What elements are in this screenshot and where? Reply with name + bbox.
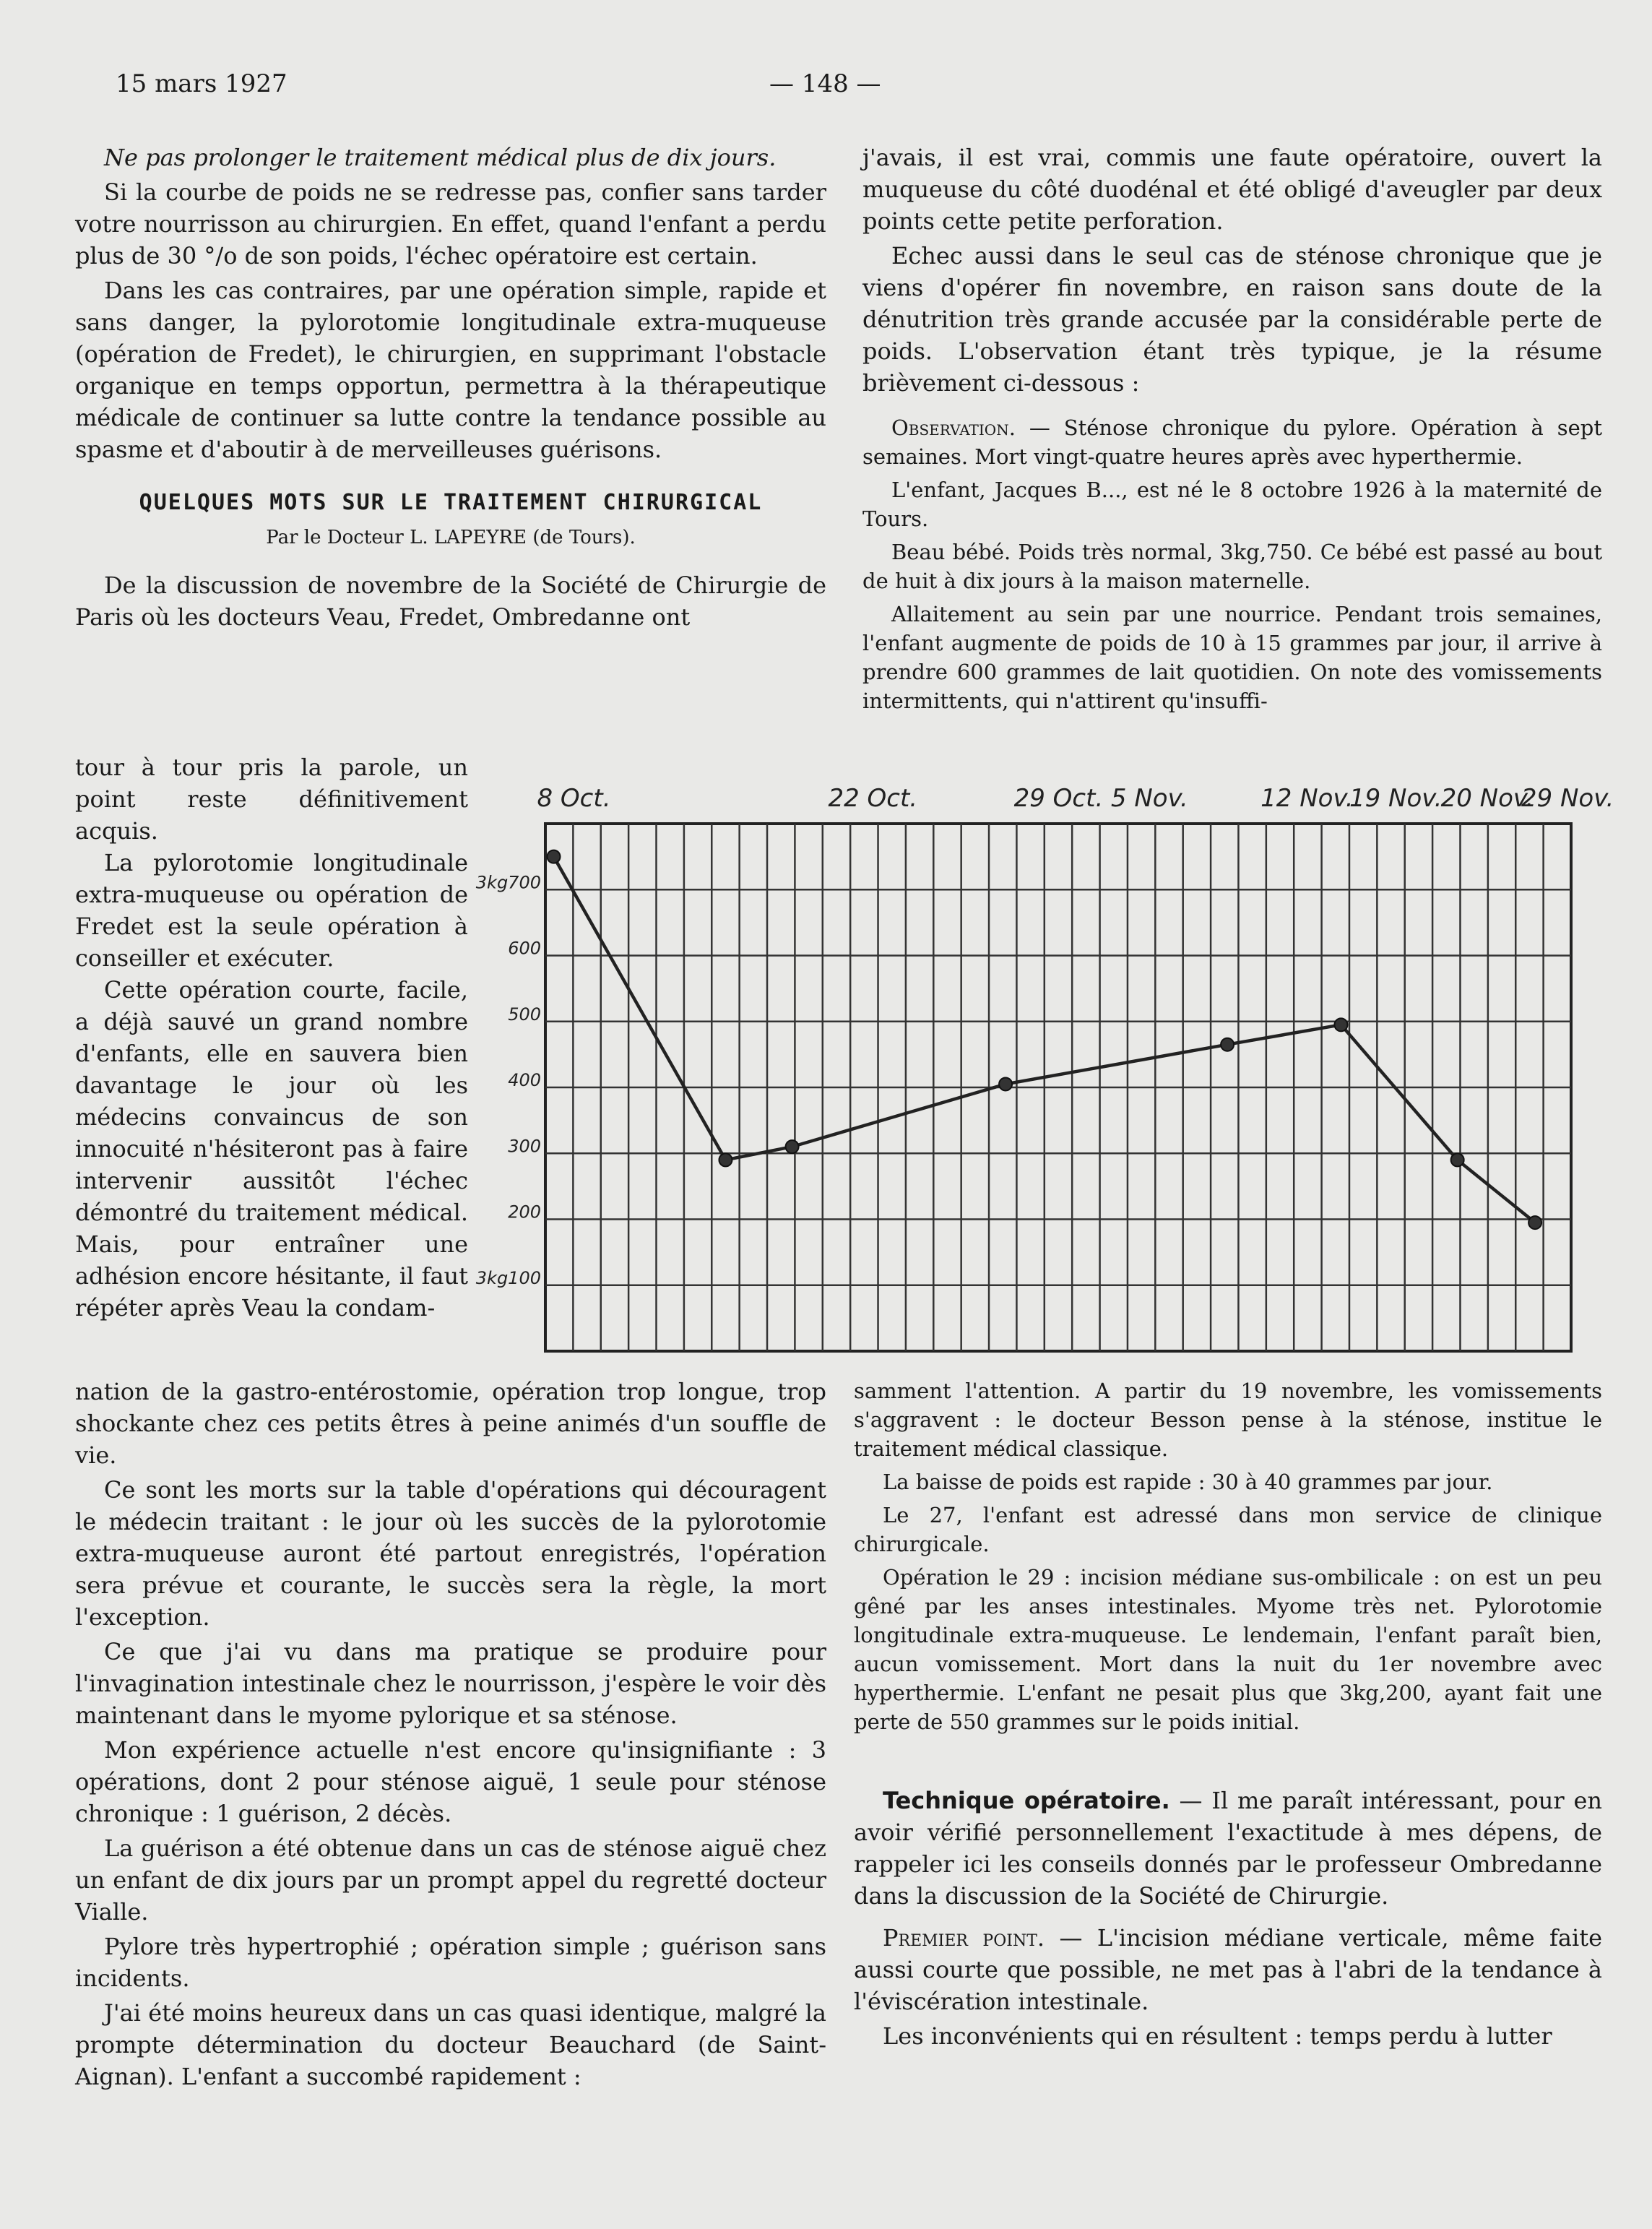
paragraph: Allaitement au sein par une nourrice. Pendant trois semaines, l'enfant augmente de poids de 10 à 15 grammes par jour, il arrive à prendre 600 grammes de lait quotidien. On note des vomissements intermittents, qui n'attirent qu'insuffi- [862, 602, 1602, 713]
data-point [548, 850, 561, 863]
paragraph: De la discussion de novembre de la Société de Chirurgie de Paris où les docteurs Veau, Fredet, Ombredanne ont [75, 572, 826, 631]
paragraph: La baisse de poids est rapide : 30 à 40 grammes par jour. [883, 1470, 1493, 1494]
paragraph: nation de la gastro-entérostomie, opération trop longue, trop shockante chez ces petits êtres à peine animés d'un souffle de vie. [75, 1378, 826, 1469]
paragraph: Beau bébé. Poids très normal, 3kg,750. Ce bébé est passé au bout de huit à dix jours à la maison maternelle. [862, 540, 1602, 593]
y-tick-label: 600 [508, 938, 541, 959]
paragraph: samment l'attention. A partir du 19 novembre, les vomissements s'aggravent : le docteur Besson pense à la sténose, institue le traitement médical classique. [854, 1379, 1602, 1461]
x-tick-label: 22 Oct. [828, 784, 918, 813]
right-column-top [862, 142, 1602, 720]
header-date: 15 mars 1927 [116, 69, 287, 98]
x-tick-label: 29 Nov. [1521, 784, 1614, 813]
left-wrapped-text [75, 751, 468, 1324]
x-tick-label: 29 Oct. [1013, 784, 1104, 813]
section-byline: Par le Docteur L. LAPEYRE (de Tours). [266, 527, 636, 548]
y-tick-label: 3kg700 [475, 872, 541, 893]
paragraph: Les inconvénients qui en résultent : temps perdu à lutter [883, 2022, 1552, 2050]
y-tick-label: 3kg100 [475, 1267, 541, 1288]
y-tick-label: 200 [508, 1202, 541, 1223]
data-point [1451, 1153, 1464, 1166]
x-tick-label: 19 Nov. [1349, 784, 1443, 813]
x-tick-label: 8 Oct. [537, 784, 611, 813]
data-point [1334, 1018, 1347, 1031]
data-point [786, 1140, 799, 1153]
y-tick-label: 500 [508, 1004, 541, 1025]
paragraph: Si la courbe de poids ne se redresse pas, confier sans tarder votre nourrisson au chirurgien. En effet, quand l'enfant a perdu plus de 30 °/o de son poids, l'échec opératoire est certain. [75, 178, 826, 270]
paragraph: Le 27, l'enfant est adressé dans mon service de clinique chirurgicale. [854, 1503, 1602, 1556]
technique-text: — Il me paraît intéressant, pour en avoir vérifié personnellement l'exactitude à mes dépens, de rappeler ici les conseils donnés par le professeur Ombredanne dans la discussion de la Société de Chirurgie. [854, 1787, 1603, 1910]
data-point [719, 1153, 732, 1166]
paragraph: Mon expérience actuelle n'est encore qu'insignifiante : 3 opérations, dont 2 pour sténose aiguë, 1 seule pour sténose chronique : 1 guérison, 2 décès. [75, 1736, 826, 1827]
data-point [1221, 1038, 1234, 1051]
point-label: Premier point. [883, 1924, 1045, 1952]
right-column-bottom [854, 1376, 1602, 1741]
data-point [1528, 1216, 1541, 1229]
paragraph: Ce que j'ai vu dans ma pratique se produire pour l'invagination intestinale chez le nourrisson, j'espère le voir dès maintenant dans le myome pylorique et sa sténose. [75, 1638, 826, 1729]
x-tick-label: 20 Nov. [1440, 784, 1534, 813]
weight-curve-svg [473, 766, 1614, 1358]
paragraph: Ce sont les morts sur la table d'opérations qui découragent le médecin traitant : le jour où les succès de la pylorotomie extra-muqueuse auront été partout enregistrés, l'opération sera prévue et courante, le succès sera la règle, la mort l'exception. [75, 1476, 826, 1631]
paragraph: Cette opération courte, facile, a déjà sauvé un grand nombre d'enfants, elle en sauvera bien davantage le jour où les médecins convaincus de son innocuité n'hésiteront pas à faire intervenir aussitôt l'échec démontré du traitement médical. Mais, pour entraîner une adhésion encore hésitante, il faut répéter après Veau la condam- [75, 976, 468, 1322]
paragraph: La guérison a été obtenue dans un cas de sténose aiguë chez un enfant de dix jours par un prompt appel du regretté docteur Vialle. [75, 1834, 826, 1926]
x-tick-label: 5 Nov. [1110, 784, 1188, 813]
paragraph: Dans les cas contraires, par une opération simple, rapide et sans danger, la pylorotomie longitudinale extra-muqueuse (opération de Fredet), le chirurgien, en supprimant l'obstacle organique en temps opportun, permettra à la thérapeutique médicale de continuer sa lutte contre la tendance possible au spasme et d'aboutir à de merveilleuses guérisons. [75, 277, 826, 463]
paragraph: j'avais, il est vrai, commis une faute opératoire, ouvert la muqueuse du côté duodénal et été obligé d'aveugler par deux points cette petite perforation. [862, 144, 1602, 235]
weight-chart [473, 766, 1614, 1358]
paragraph: L'enfant, Jacques B..., est né le 8 octobre 1926 à la maternité de Tours. [862, 478, 1602, 531]
paragraph: Echec aussi dans le seul cas de sténose chronique que je viens d'opérer fin novembre, en raison sans doute de la dénutrition très grande accusée par la considérable perte de poids. L'observation étant très typique, je la résume brièvement ci-dessous : [862, 242, 1602, 397]
paragraph: Pylore très hypertrophié ; opération simple ; guérison sans incidents. [75, 1933, 826, 1992]
technique-section [854, 1785, 1602, 2055]
data-point [999, 1077, 1012, 1090]
y-tick-label: 400 [508, 1070, 541, 1090]
paragraph: Opération le 29 : incision médiane sus-ombilicale : on est un peu gêné par les anses intestinales. Myome très net. Pylorotomie longitudinale extra-muqueuse. Le lendemain, l'enfant paraît bien, aucun vomissement. Mort dans la nuit du 1er novembre avec hyperthermie. L'enfant ne pesait plus que 3kg,200, ayant fait une perte de 550 grammes sur le poids initial. [854, 1565, 1602, 1734]
paragraph: tour à tour pris la parole, un point reste définitivement acquis. [75, 754, 468, 845]
observation [862, 413, 1602, 715]
paragraph: La pylorotomie longitudinale extra-muqueuse ou opération de Fredet est la seule opération à conseiller et exécuter. [75, 849, 468, 972]
page-number: — 148 — [769, 69, 881, 98]
paragraph: Ne pas prolonger le traitement médical plus de dix jours. [104, 144, 777, 171]
point-text: — L'incision médiane verticale, même faite aussi courte que possible, ne met pas à l'abri de la tendance à l'éviscération intestinale. [854, 1924, 1603, 2015]
left-column-bottom [75, 1376, 826, 2095]
observation-label: Observation. [891, 415, 1016, 440]
technique-heading: Technique opératoire. [883, 1787, 1170, 1814]
observation-lead: — Sténose chronique du pylore. Opération à sept semaines. Mort vingt-quatre heures après avec hyperthermie. [862, 415, 1602, 469]
left-column-top [75, 142, 826, 636]
paragraph: J'ai été moins heureux dans un cas quasi identique, malgré la prompte détermination du docteur Beauchard (de Saint-Aignan). L'enfant a succombé rapidement : [75, 1999, 826, 2090]
x-tick-label: 12 Nov. [1260, 784, 1354, 813]
section-title: QUELQUES MOTS SUR LE TRAITEMENT CHIRURGICAL [139, 490, 763, 515]
y-tick-label: 300 [508, 1136, 541, 1157]
